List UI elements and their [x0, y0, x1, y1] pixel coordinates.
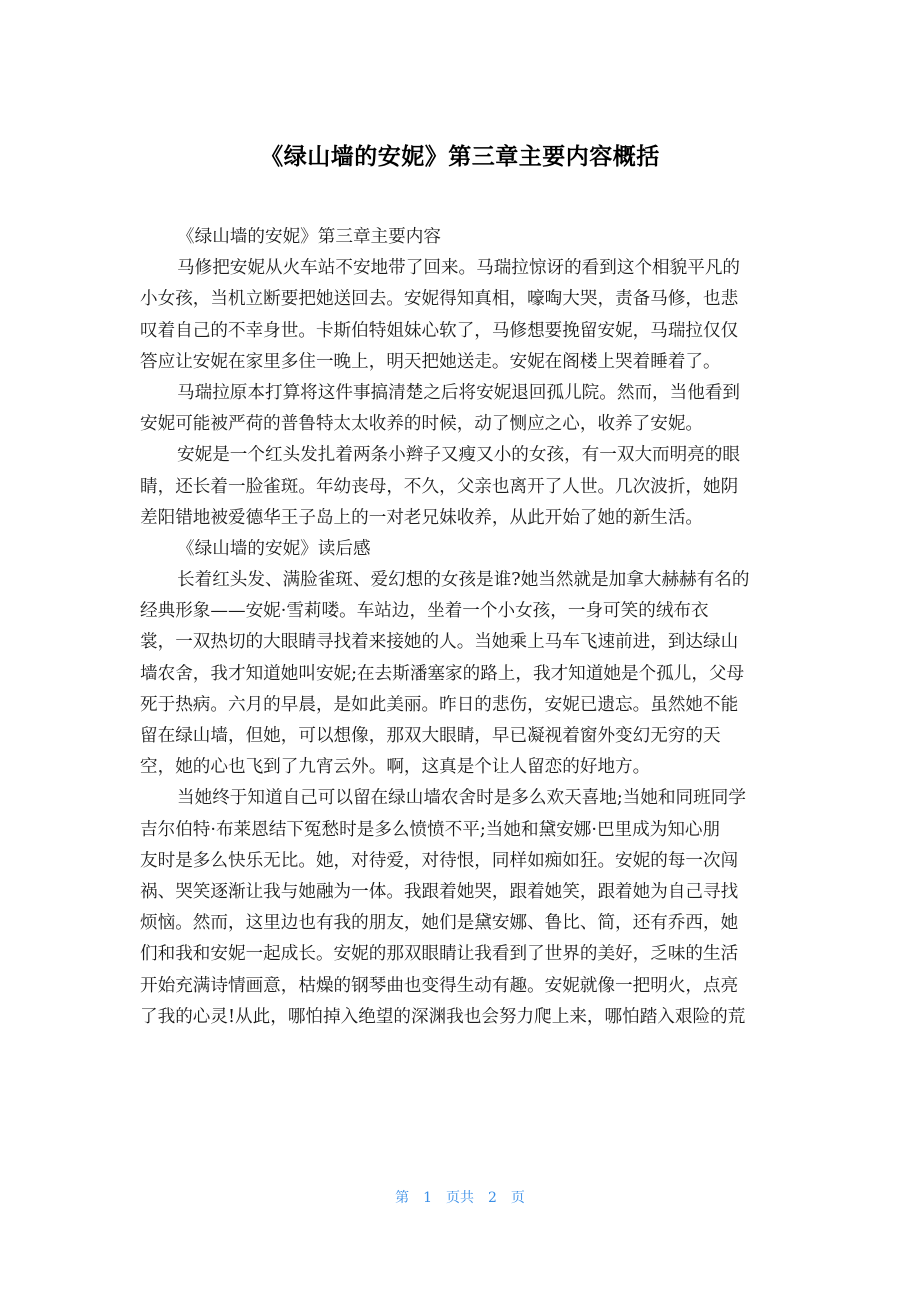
text-line: 死于热病。六月的早晨，是如此美丽。昨日的悲伤，安妮已遗忘。虽然她不能 [140, 694, 739, 715]
text-line: 安妮可能被严荷的普鲁特太太收养的时候，动了恻应之心，收养了安妮。 [140, 414, 704, 435]
text-line: 友时是多么快乐无比。她，对待爱，对待恨，同样如痴如狂。安妮的每一次闯 [140, 850, 739, 871]
footer-prefix: 第 [395, 1190, 410, 1206]
text-line: 答应让安妮在家里多住一晚上，明天把她送走。安妮在阁楼上哭着睡着了。 [140, 351, 721, 372]
document-body [140, 222, 782, 1033]
text-line: 了我的心灵!从此，哪怕掉入绝望的深渊我也会努力爬上来，哪怕踏入艰险的荒 [140, 1006, 746, 1027]
text-line: 墙农舍，我才知道她叫安妮;在去斯潘塞家的路上，我才知道她是个孤儿，父母 [140, 663, 745, 684]
text-line: 当她终于知道自己可以留在绿山墙农舍时是多么欢天喜地;当她和同班同学 [177, 788, 746, 809]
text-line: 裳，一双热切的大眼睛寻找着来接她的人。当她乘上马车飞速前进，到达绿山 [140, 632, 739, 653]
text-line: 烦恼。然而，这里边也有我的朋友，她们是黛安娜、鲁比、简，还有乔西，她 [140, 913, 739, 934]
text-line: 马瑞拉原本打算将这件事搞清楚之后将安妮退回孤儿院。然而，当他看到 [177, 382, 741, 403]
page-footer [0, 1187, 920, 1207]
text-line: 差阳错地被爱德华王子岛上的一对老兄妹收养，从此开始了她的新生活。 [140, 507, 704, 528]
text-line: 空，她的心也飞到了九宵云外。啊，这真是个让人留恋的好地方。 [140, 757, 651, 778]
text-line: 小女孩，当机立断要把她送回去。安妮得知真相，嚎啕大哭，责备马修，也悲 [140, 289, 739, 310]
footer-total-pages: 2 [488, 1190, 497, 1206]
text-line: 们和我和安妮一起成长。安妮的那双眼睛让我看到了世界的美好，乏味的生活 [140, 944, 739, 965]
text-line: 安妮是一个红头发扎着两条小辫子又瘦又小的女孩，有一双大而明亮的眼 [177, 445, 741, 466]
text-line: 睛，还长着一脸雀斑。年幼丧母，不久，父亲也离开了人世。几次波折，她阴 [140, 476, 739, 497]
text-line: 《绿山墙的安妮》第三章主要内容 [177, 227, 441, 247]
text-line: 开始充满诗情画意，枯燥的钢琴曲也变得生动有趣。安妮就像一把明火，点亮 [140, 975, 739, 996]
text-line: 经典形象——安妮·雪莉喽。车站边，坐着一个小女孩，一身可笑的绒布衣 [140, 601, 709, 622]
footer-current-page: 1 [423, 1190, 432, 1206]
footer-suffix: 页 [510, 1190, 525, 1206]
text-line: 祸、哭笑逐渐让我与她融为一体。我跟着她哭，跟着她笑，跟着她为自己寻找 [140, 881, 739, 902]
text-line: 叹着自己的不幸身世。卡斯伯特姐妹心软了，马修想要挽留安妮，马瑞拉仅仅 [140, 320, 739, 341]
text-line: 吉尔伯特·布莱恩结下冤愁时是多么愤愤不平;当她和黛安娜·巴里成为知心朋 [140, 819, 721, 840]
footer-middle: 页共 [446, 1190, 474, 1206]
document-title: 《绿山墙的安妮》第三章主要内容概括 [260, 144, 660, 170]
text-line: 马修把安妮从火车站不安地带了回来。马瑞拉惊讶的看到这个相貌平凡的 [177, 258, 741, 279]
text-line: 长着红头发、满脸雀斑、爱幻想的女孩是谁?她当然就是加拿大赫赫有名的 [177, 570, 750, 591]
text-line: 《绿山墙的安妮》读后感 [177, 538, 371, 559]
text-line: 留在绿山墙，但她，可以想像，那双大眼睛，早已凝视着窗外变幻无穷的天 [140, 726, 721, 746]
